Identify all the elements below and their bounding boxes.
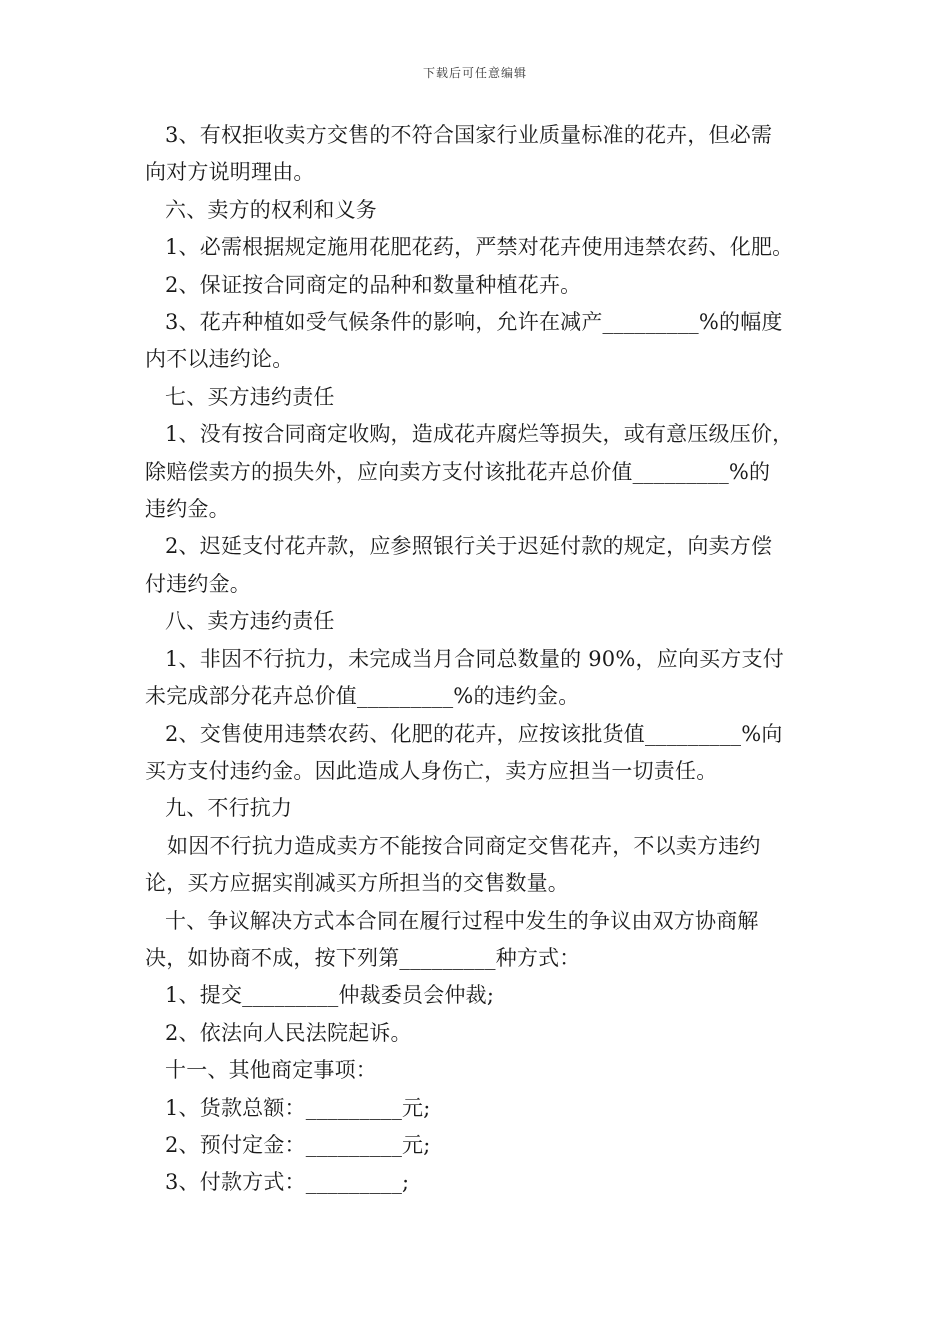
- text-line: 2、保证按合同商定的品种和数量种植花卉。: [165, 272, 582, 297]
- section-heading: 十、争议解决方式本合同在履行过程中发生的争议由双方协商解: [165, 908, 759, 933]
- text-line: 2、迟延支付花卉款，应参照银行关于迟延付款的规定，向卖方偿: [165, 534, 773, 559]
- text-line: 向对方说明理由。: [145, 160, 315, 185]
- section-heading: 九、不行抗力: [165, 796, 293, 821]
- text-line: 付违约金。: [145, 571, 251, 596]
- text-line: 1、没有按合同商定收购，造成花卉腐烂等损失，或有意压级压价，: [165, 422, 794, 447]
- section-heading: 六、卖方的权利和义务: [165, 197, 377, 222]
- text-line: 2、预付定金：_________元;: [165, 1132, 431, 1157]
- text-line: 买方支付违约金。因此造成人身伤亡，卖方应担当一切责任。: [145, 758, 718, 783]
- section-heading: 八、卖方违约责任: [165, 609, 335, 634]
- text-line: 内不以违约论。: [145, 347, 294, 372]
- text-line: 1、必需根据规定施用花肥花药，严禁对花卉使用违禁农药、化肥。: [165, 235, 794, 260]
- text-line: 未完成部分花卉总价值_________%的违约金。: [145, 684, 580, 709]
- header-note: 下载后可任意编辑: [422, 66, 527, 80]
- text-line: 3、花卉种植如受气候条件的影响，允许在减产_________%的幅度: [165, 310, 783, 335]
- document-body: [145, 117, 813, 1202]
- text-line: 论，买方应据实削减买方所担当的交售数量。: [145, 871, 569, 896]
- text-line: 如因不行抗力造成卖方不能按合同商定交售花卉，不以卖方违约: [167, 833, 761, 858]
- text-line: 3、有权拒收卖方交售的不符合国家行业质量标准的花卉，但必需: [165, 123, 773, 147]
- text-line: 违约金。: [145, 497, 230, 522]
- text-line: 3、付款方式：_________;: [165, 1170, 410, 1195]
- text-line: 1、货款总额：_________元;: [165, 1095, 431, 1120]
- section-heading: 七、买方违约责任: [165, 384, 335, 409]
- text-line: 1、非因不行抗力，未完成当月合同总数量的 90%，应向买方支付: [165, 646, 784, 671]
- text-line: 决，如协商不成，按下列第_________种方式：: [145, 945, 581, 970]
- text-line: 1、提交_________仲裁委员会仲裁;: [165, 983, 495, 1008]
- text-line: 2、交售使用违禁农药、化肥的花卉，应按该批货值_________%向: [165, 721, 783, 746]
- text-line: 2、依法向人民法院起诉。: [165, 1020, 412, 1045]
- text-line: 除赔偿卖方的损失外，应向卖方支付该批花卉总价值_________%的: [145, 459, 771, 484]
- section-heading: 十一、其他商定事项：: [165, 1058, 377, 1083]
